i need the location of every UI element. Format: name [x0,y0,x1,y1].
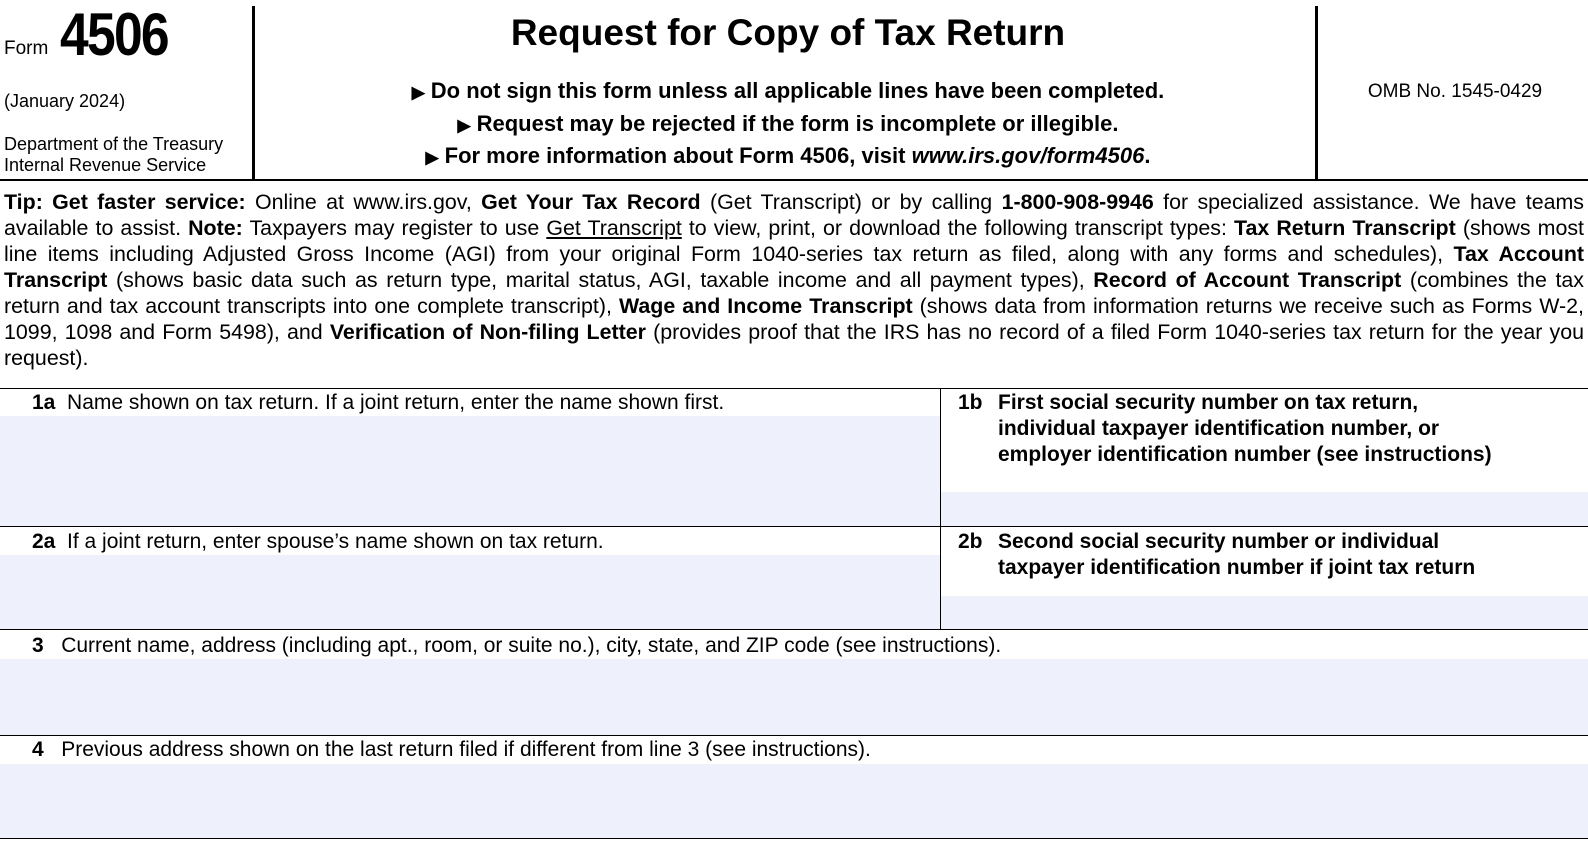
form-word: Form [4,38,49,59]
header-divider-left [252,6,255,180]
instruction-rejected [258,111,1318,137]
tip-bold: Tax Return Transcript [1234,216,1456,240]
header-bottom-rule [0,179,1588,181]
instruction-text: For more information about Form 4506, visit [444,143,912,168]
field-3-label [32,633,1001,659]
form-revision-date: (January 2024) [4,91,126,111]
tip-text: Taxpayers may register to use [242,216,547,240]
field-label-text: Current name, address (including apt., room, or suite no.), city, state, and ZIP code (see instructions). [61,634,1002,657]
field-4-label [32,737,871,763]
tip-text: (provides proof that the IRS has no record of a filed Form 1040-series tax return for the year you request). [4,320,1584,370]
tip-text: (combines the tax return and tax account transcripts into one complete transcript), [4,268,1584,318]
instruction-text: Request may be rejected if the form is incomplete or illegible. [476,111,1119,136]
tip-text: (shows data from information returns we receive such as Forms W-2, 1099, 1098 and Form 5498), and [4,294,1584,344]
field-label-text: Name shown on tax return. If a joint return, enter the name shown first. [67,391,725,414]
field-rule [0,735,1588,736]
field-label-text: taxpayer identification number if joint tax return [998,556,1476,579]
field-2a-label [32,529,604,555]
form-title: Request for Copy of Tax Return [510,12,1066,53]
tip-text: (shows basic data such as return type, marital status, AGI, taxable income and all payment types), [107,268,1094,292]
instruction-text-end: . [1144,143,1151,168]
current-address-input[interactable] [0,659,1588,735]
tip-text: for specialized assistance. We have teams available to assist. [4,190,1584,240]
field-number: 1a [32,391,56,414]
arrow-right-icon: ▶ [411,83,425,102]
arrow-right-icon: ▶ [425,148,439,167]
tip-bold: Tax Account Transcript [4,242,1585,292]
field-number: 3 [32,634,44,657]
get-transcript-link[interactable]: Get Transcript [546,216,682,240]
form-number: 4506 [60,1,168,68]
tip-text: to view, print, or download the following transcript types: [681,216,1234,240]
field-rule [0,629,1588,630]
field-label-text: individual taxpayer identification number, or [998,417,1440,440]
dept-line-irs: Internal Revenue Service [4,155,207,175]
field-label-text: First social security number on tax return, [998,391,1419,414]
field-1a-label [32,390,724,416]
fields-bottom-rule [0,838,1588,839]
field-2b-label [958,529,1475,581]
tip-note: Note: [188,216,243,240]
field-rule [0,526,1588,527]
form-header [0,0,1588,182]
tip-text: (Get Transcript) or by calling [700,190,1002,214]
instruction-text: Do not sign this form unless all applicable lines have been completed. [430,78,1165,103]
irs-form-url[interactable]: www.irs.gov/form4506 [911,143,1145,168]
arrow-right-icon: ▶ [457,116,471,135]
tip-bold: Record of Account Transcript [1093,268,1402,292]
field-label-text: Second social security number or individual [998,530,1440,553]
field-number: 1b [958,391,983,414]
issuing-department [4,134,223,176]
tip-bold: Wage and Income Transcript [618,294,913,318]
previous-address-input[interactable] [0,764,1588,838]
tip-text: Online at www.irs.gov, [245,190,482,214]
tip-bold: Verification of Non-filing Letter [329,320,646,344]
fields-top-rule [0,388,1588,389]
phone-number: 1-800-908-9946 [1001,190,1154,214]
field-number: 2a [32,530,56,553]
tip-text: (shows most line items including Adjusted Gross Income (AGI) from your original Form 1040-series tax return as filed, along with any forms and schedules), [4,216,1584,266]
second-ssn-input[interactable] [941,596,1588,629]
instruction-sign [258,78,1318,104]
instruction-more-info [258,143,1318,169]
field-number: 2b [958,530,983,553]
tip-lead: Tip: Get faster service: [4,190,246,214]
field-label-text: Previous address shown on the last return filed if different from line 3 (see instructions). [61,738,871,761]
field-number: 4 [32,738,44,761]
field-1b-label [958,390,1492,468]
omb-number: OMB No. 1545-0429 [1367,81,1543,102]
tip-bold: Get Your Tax Record [481,190,701,214]
name-on-return-input[interactable] [0,416,940,526]
tip-paragraph [4,189,1584,371]
spouse-name-input[interactable] [0,555,940,629]
field-label-text: employer identification number (see instructions) [998,443,1492,466]
dept-line-treasury: Department of the Treasury [4,134,224,154]
first-ssn-input[interactable] [941,492,1588,526]
field-label-text: If a joint return, enter spouse’s name shown on tax return. [67,530,604,553]
